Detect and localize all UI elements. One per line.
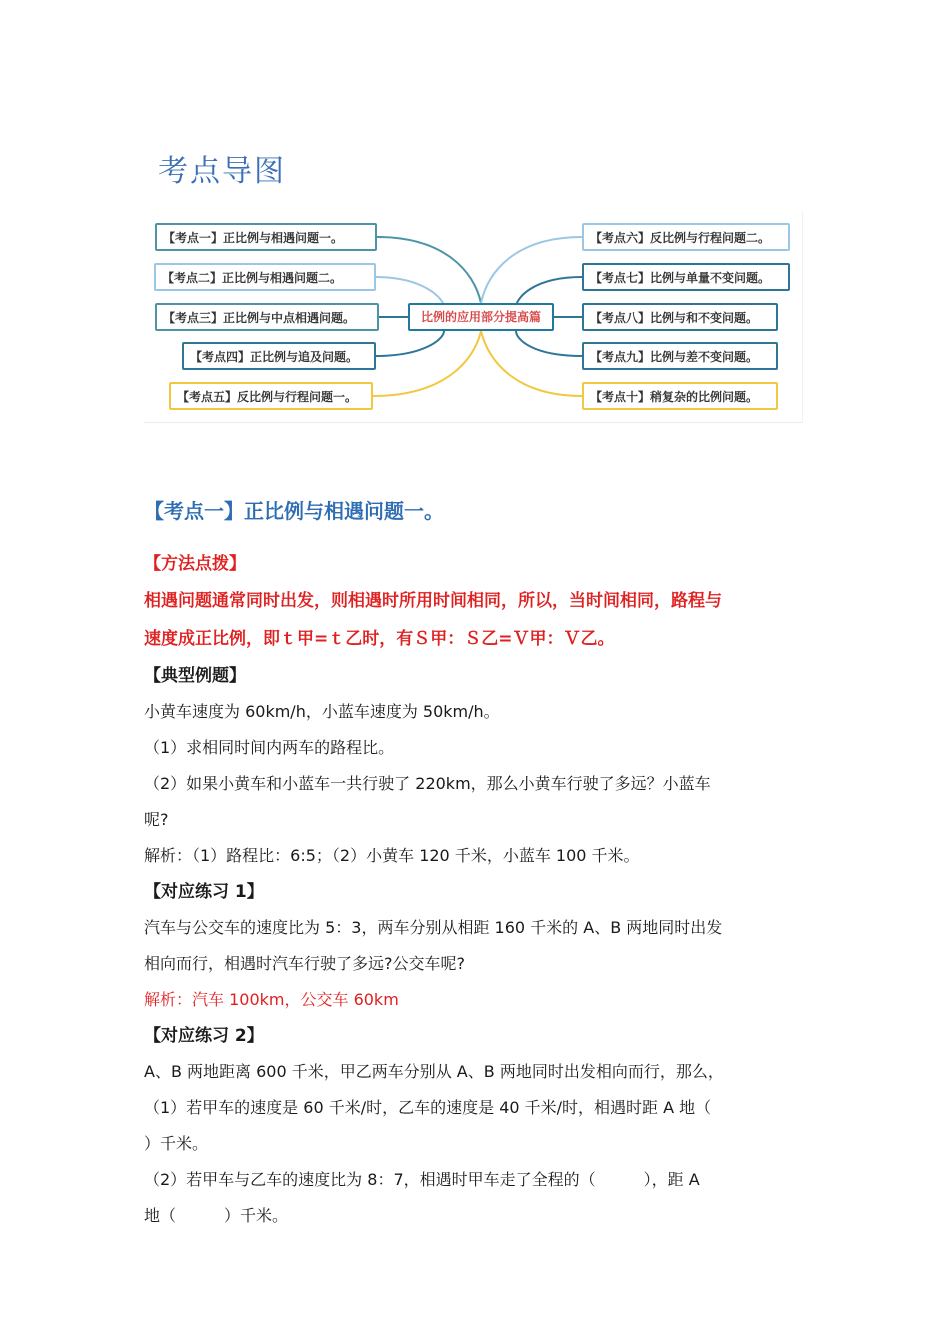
practice2-line: （2）若甲车与乙车的速度比为 8：7，相遇时甲车走了全程的（ ），距 A — [144, 1170, 700, 1189]
link-left-4 — [376, 331, 444, 356]
section-title: 【考点一】正比例与相遇问题一。 — [144, 499, 444, 523]
example-label: 【典型例题】 — [144, 666, 246, 686]
example-line: （1）求相同时间内两车的路程比。 — [144, 738, 395, 757]
mind-map-node-5: 【考点五】反比例与行程问题一。 — [169, 382, 373, 410]
method-line: 相遇问题通常同时出发，则相遇时所用时间相同，所以，当时间相同，路程与 — [144, 591, 722, 611]
practice1-line: 汽车与公交车的速度比为 5：3，两车分别从相距 160 千米的 A、B 两地同时出发 — [144, 918, 723, 937]
practice2-line: A、B 两地距离 600 千米，甲乙两车分别从 A、B 两地同时出发相向而行，那么， — [144, 1062, 724, 1081]
mind-map-node-2: 【考点二】正比例与相遇问题二。 — [154, 263, 376, 291]
link-right-4 — [516, 331, 582, 356]
practice2-line: ）千米。 — [144, 1134, 209, 1153]
mind-map-node-8: 【考点八】比例与和不变问题。 — [582, 303, 778, 331]
practice1-label: 【对应练习 1】 — [144, 882, 264, 902]
method-line: 速度成正比例，即ｔ甲=ｔ乙时，有Ｓ甲：Ｓ乙=Ｖ甲：Ｖ乙。 — [144, 629, 615, 649]
mind-map — [144, 211, 803, 423]
practice2-line: （1）若甲车的速度是 60 千米/时，乙车的速度是 40 千米/时，相遇时距 A 地（ — [144, 1098, 712, 1117]
practice1-line: 相向而行，相遇时汽车行驶了多远?公交车呢? — [144, 954, 465, 973]
example-line: 小黄车速度为 60km/h，小蓝车速度为 50km/h。 — [144, 702, 500, 721]
mind-map-node-6: 【考点六】反比例与行程问题二。 — [582, 223, 790, 251]
mind-map-node-7: 【考点七】比例与单量不变问题。 — [582, 263, 790, 291]
mind-map-node-10: 【考点十】稍复杂的比例问题。 — [582, 382, 778, 410]
mind-map-center-node: 比例的应用部分提高篇 — [408, 303, 554, 331]
page-heading: 考点导图 — [158, 154, 286, 189]
mind-map-node-4: 【考点四】正比例与追及问题。 — [182, 342, 376, 370]
example-line: （2）如果小黄车和小蓝车一共行驶了 220km，那么小黄车行驶了多远？小蓝车 — [144, 774, 711, 793]
example-line: 呢? — [144, 810, 169, 829]
mind-map-node-1: 【考点一】正比例与相遇问题一。 — [155, 223, 377, 251]
example-answer: 解析：（1）路程比：6:5；（2）小黄车 120 千米，小蓝车 100 千米。 — [144, 846, 640, 865]
practice2-label: 【对应练习 2】 — [144, 1026, 264, 1046]
mind-map-node-9: 【考点九】比例与差不变问题。 — [582, 342, 778, 370]
link-left-5 — [373, 331, 481, 396]
content-section — [144, 496, 812, 1234]
mind-map-node-3: 【考点三】正比例与中点相遇问题。 — [155, 303, 379, 331]
link-left-1 — [377, 237, 481, 303]
link-right-1 — [481, 237, 582, 303]
link-right-5 — [481, 331, 582, 396]
method-label: 【方法点拨】 — [144, 554, 246, 574]
practice1-answer: 解析：汽车 100km，公交车 60km — [144, 990, 399, 1009]
practice2-line: 地（ ）千米。 — [144, 1206, 289, 1225]
